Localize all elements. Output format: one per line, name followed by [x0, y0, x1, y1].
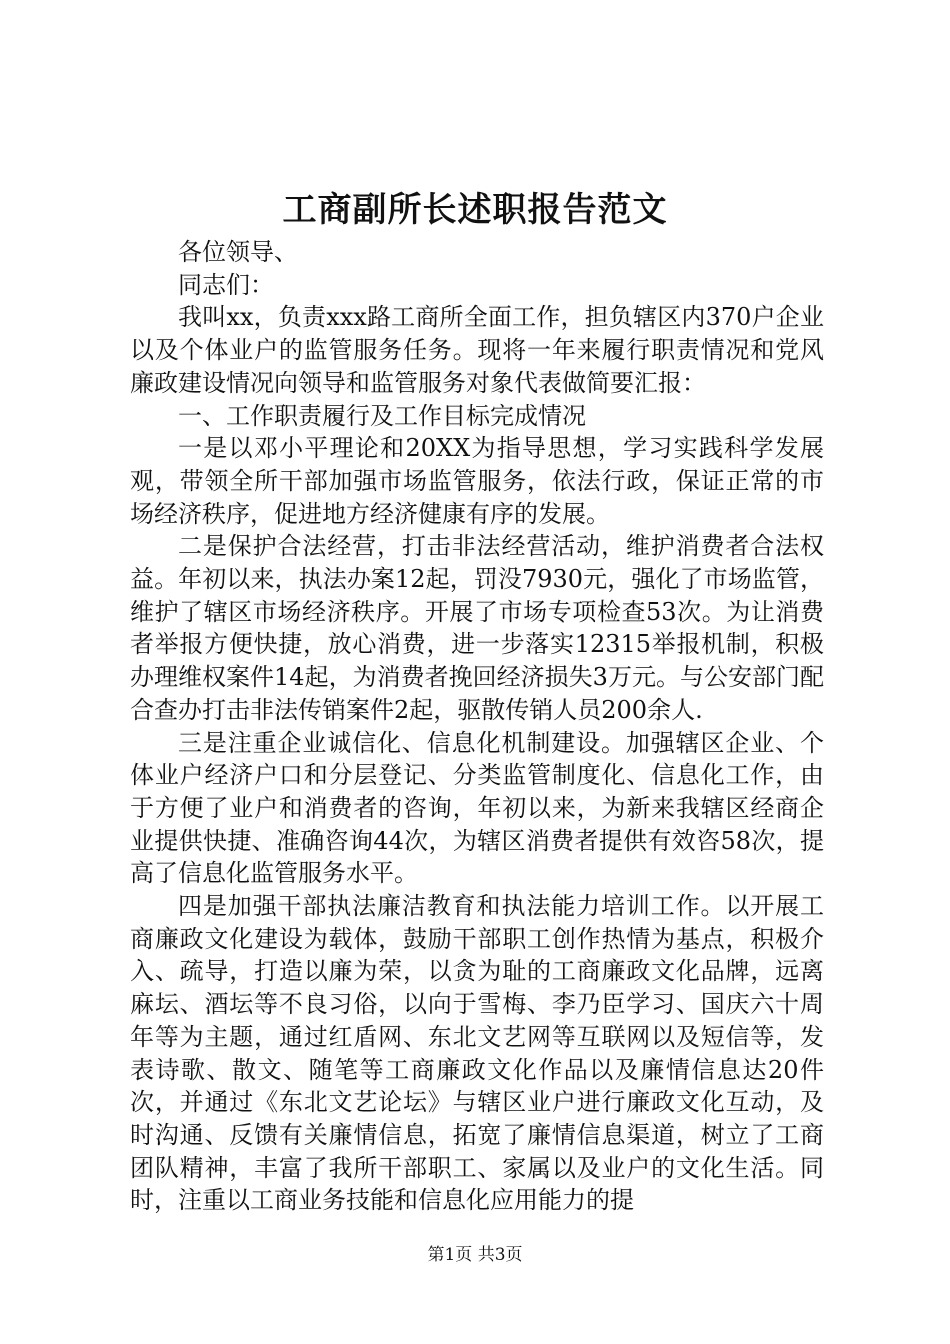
salutation-line-2: 同志们：: [178, 270, 274, 299]
section-heading: 一、工作职责履行及工作目标完成情况: [178, 401, 586, 430]
paragraph-item-1: 一是以邓小平理论和20XX为指导思想，学习实践科学发展观，带领全所干部加强市场监管服务，依法行政，保证正常的市场经济秩序，促进地方经济健康有序的发展。: [130, 434, 824, 528]
document-body: [130, 236, 824, 1217]
paragraph-item-2: 二是保护合法经营，打击非法经营活动，维护消费者合法权益。年初以来，执法办案12起，罚没7930元，强化了市场监管，维护了辖区市场经济秩序。开展了市场专项检查53次。为让消费者举报方便快捷，放心消费，进一步落实12315举报机制，积极办理维权案件14起，为消费者挽回经济损失3万元。与公安部门配合查办打击非法传销案件2起，驱散传销人员200余人.: [130, 532, 824, 724]
paragraph-item-4: 四是加强干部执法廉洁教育和执法能力培训工作。以开展工商廉政文化建设为载体，鼓励干部职工创作热情为基点，积极介入、疏导，打造以廉为荣，以贪为耻的工商廉政文化品牌，远离麻坛、酒坛等不良习俗，以向于雪梅、李乃臣学习、国庆六十周年等为主题，通过红盾网、东北文艺网等互联网以及短信等，发表诗歌、散文、随笔等工商廉政文化作品以及廉情信息达20件次，并通过《东北文艺论坛》与辖区业户进行廉政文化互动，及时沟通、反馈有关廉情信息，拓宽了廉情信息渠道，树立了工商团队精神，丰富了我所干部职工、家属以及业户的文化生活。同时，注重以工商业务技能和信息化应用能力的提: [130, 892, 824, 1215]
page-footer: 第1页 共3页: [427, 1245, 523, 1265]
salutation-line-1: 各位领导、: [178, 238, 298, 266]
document-title: 工商副所长述职报告范文: [282, 190, 668, 230]
paragraph-item-3: 三是注重企业诚信化、信息化机制建设。加强辖区企业、个体业户经济户口和分层登记、分类监管制度化、信息化工作，由于方便了业户和消费者的咨询，年初以来，为新来我辖区经商企业提供快捷、准确咨询44次，为辖区消费者提供有效咨58次，提高了信息化监管服务水平。: [130, 728, 824, 888]
paragraph-intro: 我叫xx，负责xxx路工商所全面工作，担负辖区内370户企业以及个体业户的监管服务任务。现将一年来履行职责情况和党风廉政建设情况向领导和监管服务对象代表做简要汇报：: [130, 303, 824, 397]
